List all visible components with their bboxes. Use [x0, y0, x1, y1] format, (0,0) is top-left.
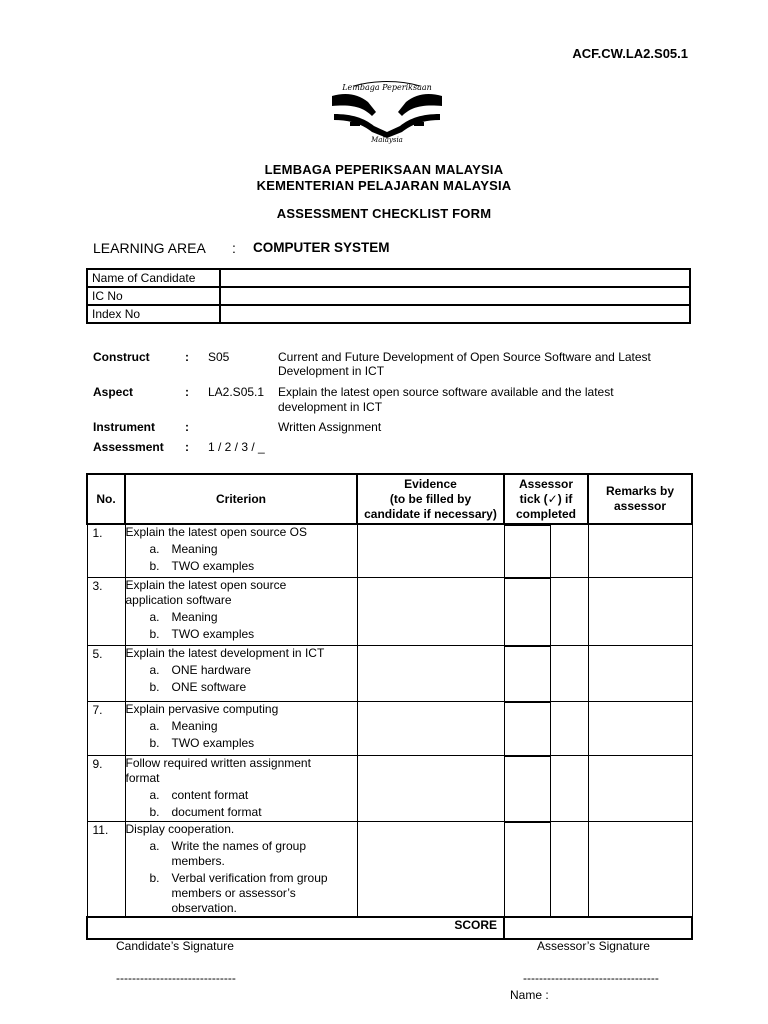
assessor-name-label: Name :	[510, 988, 549, 1002]
header-evidence-line2: (to be filled by	[389, 491, 472, 506]
table-row	[87, 755, 692, 821]
evidence-cell[interactable]	[357, 755, 504, 821]
svg-text:Malaysia: Malaysia	[371, 136, 403, 144]
sub-item	[126, 559, 357, 574]
instrument-label: Instrument	[93, 420, 156, 434]
sub-letter: b.	[149, 559, 160, 573]
construct-text-1: Current and Future Development of Open Source Software and Latest	[278, 350, 651, 364]
evidence-cell[interactable]	[357, 577, 504, 645]
criterion-cell	[125, 821, 357, 917]
criterion-text: Explain the latest development in ICT	[125, 645, 325, 660]
assessor-tick-cell[interactable]	[504, 524, 550, 577]
sub-text: Meaning	[171, 609, 218, 624]
header-evidence-line3: candidate if necessary)	[364, 506, 497, 521]
table-header-row	[87, 474, 692, 524]
aspect-label: Aspect	[93, 385, 134, 399]
criterion-cell	[125, 701, 357, 755]
tick-box[interactable]	[505, 756, 550, 757]
header-remarks-line2: assessor	[613, 499, 667, 513]
assessor-signature-label: Assessor’s Signature	[537, 939, 650, 953]
sub-letter: a.	[149, 718, 160, 733]
sub-item	[126, 871, 357, 916]
row-number: 1.	[87, 524, 125, 577]
assessor-tick-aux-cell[interactable]	[550, 524, 588, 577]
sub-item	[126, 805, 357, 820]
instrument-colon: :	[185, 420, 189, 434]
header-evidence	[357, 474, 504, 524]
sub-text: TWO examples	[171, 626, 255, 641]
candidate-signature-label: Candidate’s Signature	[116, 939, 234, 953]
candidate-row-name	[87, 269, 690, 287]
assessor-tick-cell[interactable]	[504, 755, 550, 821]
document-code: ACF.CW.LA2.S05.1	[572, 46, 688, 61]
header-no: No.	[87, 474, 125, 524]
candidate-name-field[interactable]	[220, 269, 690, 287]
org-line-1: LEMBAGA PEPERIKSAAN MALAYSIA	[264, 162, 504, 177]
row-number: 9.	[87, 755, 125, 821]
sub-text: ONE hardware	[171, 662, 251, 677]
criterion-text: Follow required written assignment	[125, 755, 311, 770]
assessor-tick-cell[interactable]	[504, 577, 550, 645]
sub-text: observation.	[171, 900, 237, 915]
criterion-text: Explain pervasive computing	[125, 701, 279, 716]
tick-box[interactable]	[505, 525, 550, 526]
sub-letter: b.	[149, 870, 160, 885]
row-number: 7.	[87, 701, 125, 755]
evidence-cell[interactable]	[357, 701, 504, 755]
aspect-text-1: Explain the latest open source software available and the latest	[278, 385, 614, 399]
tick-box[interactable]	[505, 578, 550, 579]
assessment-checklist-table	[86, 473, 693, 940]
criterion-text: Display cooperation.	[125, 821, 235, 836]
sub-letter: a.	[149, 787, 160, 802]
learning-area-colon: :	[232, 240, 236, 256]
ic-no-label: IC No	[87, 287, 220, 305]
row-number: 11.	[87, 821, 125, 917]
sub-text: document format	[171, 804, 262, 819]
score-row	[87, 917, 692, 939]
evidence-cell[interactable]	[357, 524, 504, 577]
sub-letter: b.	[149, 735, 160, 750]
sub-text: Meaning	[171, 718, 218, 733]
index-no-field[interactable]	[220, 305, 690, 323]
remarks-cell[interactable]	[588, 755, 692, 821]
assessment-label: Assessment	[93, 440, 164, 454]
criterion-cell	[125, 755, 357, 821]
tick-box[interactable]	[505, 822, 550, 823]
sub-text: TWO examples	[171, 559, 255, 573]
candidate-row-ic	[87, 287, 690, 305]
svg-text:Lembaga Peperiksaan: Lembaga Peperiksaan	[342, 83, 432, 92]
assessor-tick-aux-cell[interactable]	[550, 755, 588, 821]
sub-item	[126, 788, 357, 803]
sub-text: Meaning	[171, 542, 218, 556]
assessment-colon: :	[185, 440, 189, 454]
sub-letter: a.	[149, 542, 160, 556]
table-row	[87, 645, 692, 701]
lembaga-logo	[324, 78, 450, 144]
construct-code: S05	[208, 350, 230, 364]
criterion-cell	[125, 645, 357, 701]
sub-letter: b.	[149, 679, 160, 694]
assessor-signature-line[interactable]: ----------------------------------	[523, 971, 659, 985]
sub-item	[126, 839, 357, 869]
aspect-code: LA2.S05.1	[208, 385, 265, 399]
learning-area-value: COMPUTER SYSTEM	[253, 240, 390, 255]
header-assessor-tick	[504, 474, 588, 524]
sub-letter: b.	[149, 626, 160, 641]
construct-colon: :	[185, 350, 189, 364]
sub-letter: a.	[149, 662, 160, 677]
tick-box[interactable]	[505, 646, 550, 647]
table-row	[87, 577, 692, 645]
form-title: ASSESSMENT CHECKLIST FORM	[276, 206, 492, 221]
row-number: 3.	[87, 577, 125, 645]
remarks-cell[interactable]	[588, 645, 692, 701]
aspect-colon: :	[185, 385, 189, 399]
header-assessor-line2: tick (✓) if	[519, 491, 573, 506]
sub-text: TWO examples	[171, 735, 255, 750]
sub-item	[126, 663, 357, 678]
assessor-tick-cell[interactable]	[504, 821, 550, 917]
row-number: 5.	[87, 645, 125, 701]
header-assessor-line3: completed	[516, 506, 577, 521]
assessor-tick-cell[interactable]	[504, 645, 550, 701]
sub-letter: a.	[149, 609, 160, 624]
sub-item	[126, 719, 357, 734]
header-assessor-line1: Assessor	[518, 476, 574, 491]
index-no-label: Index No	[87, 305, 220, 323]
sub-item	[126, 627, 357, 642]
aspect-text-2: development in ICT	[278, 400, 383, 414]
table-row	[87, 821, 692, 917]
ic-no-field[interactable]	[220, 287, 690, 305]
tick-box[interactable]	[505, 702, 550, 703]
sub-item	[126, 736, 357, 751]
remarks-cell[interactable]	[588, 577, 692, 645]
learning-area-label: LEARNING AREA	[93, 240, 206, 256]
candidate-signature-line[interactable]: ------------------------------	[116, 971, 236, 985]
criterion-text: Explain the latest open source	[125, 577, 287, 592]
sub-item	[126, 610, 357, 625]
sub-text: members or assessor’s	[171, 885, 296, 900]
sub-letter: b.	[149, 804, 160, 819]
table-row	[87, 701, 692, 755]
sub-text: members.	[171, 853, 225, 868]
assessor-tick-aux-cell[interactable]	[550, 701, 588, 755]
candidate-info-table	[86, 268, 691, 324]
candidate-row-index	[87, 305, 690, 323]
instrument-value: Written Assignment	[278, 420, 382, 434]
sub-item	[126, 542, 357, 557]
assessor-tick-aux-cell[interactable]	[550, 645, 588, 701]
sub-text: content format	[171, 787, 249, 802]
criterion-text: format	[125, 770, 160, 785]
header-remarks-line1: Remarks by	[605, 484, 675, 498]
sub-text: Verbal verification from group	[171, 870, 328, 885]
assessor-tick-aux-cell[interactable]	[550, 577, 588, 645]
sub-item	[126, 680, 357, 695]
score-field[interactable]	[504, 917, 692, 939]
evidence-cell[interactable]	[357, 645, 504, 701]
org-line-2: KEMENTERIAN PELAJARAN MALAYSIA	[256, 178, 512, 193]
criterion-cell	[125, 524, 357, 577]
header-criterion: Criterion	[125, 474, 357, 524]
construct-label: Construct	[93, 350, 150, 364]
assessment-value: 1 / 2 / 3 / _	[208, 440, 265, 454]
header-remarks	[588, 474, 692, 524]
remarks-cell[interactable]	[588, 524, 692, 577]
evidence-cell[interactable]	[357, 821, 504, 917]
sub-letter: a.	[149, 838, 160, 853]
sub-text: Write the names of group	[171, 838, 307, 853]
remarks-cell[interactable]	[588, 701, 692, 755]
candidate-name-label: Name of Candidate	[87, 269, 220, 287]
sub-text: ONE software	[171, 679, 247, 694]
header-evidence-line1: Evidence	[404, 476, 457, 491]
table-row	[87, 524, 692, 577]
criterion-cell	[125, 577, 357, 645]
construct-text-2: Development in ICT	[278, 364, 385, 378]
remarks-cell[interactable]	[588, 821, 692, 917]
assessor-tick-aux-cell[interactable]	[550, 821, 588, 917]
score-label: SCORE	[87, 917, 504, 939]
criterion-text: application software	[125, 592, 232, 607]
assessor-tick-cell[interactable]	[504, 701, 550, 755]
criterion-text: Explain the latest open source OS	[125, 525, 307, 539]
